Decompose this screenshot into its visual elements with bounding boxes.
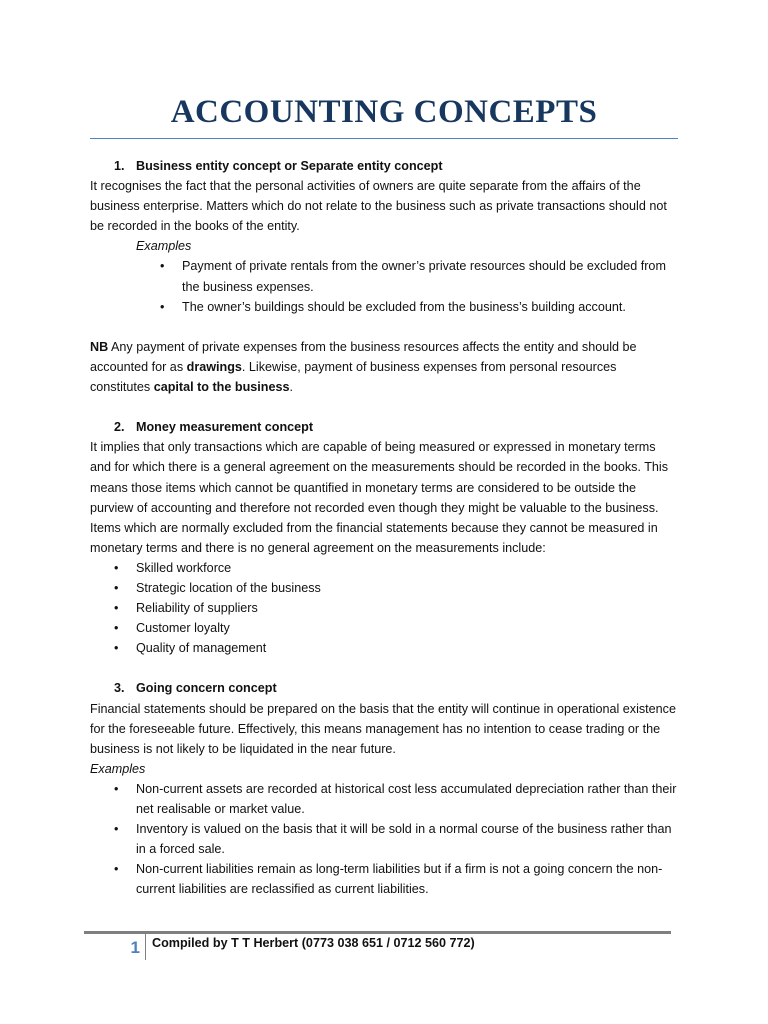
bullet-icon: • [160,259,165,274]
spacer [90,317,680,337]
section-paragraph: It recognises the fact that the personal activities of owners are quite separate from the affairs of the business enterprise. Matters which do not relate to the business such as private transactions should not be recorded in the books of the entity. [90,179,667,234]
section-title: Going concern concept [136,681,277,696]
nb-text: . Likewise, payment of business expenses from personal resources constitutes [90,359,617,395]
nb-bold-term: capital to the business [153,380,290,395]
section-title: Business entity concept or Separate entity concept [136,159,443,173]
examples-list [90,256,680,316]
list-item-text: Non-current assets are recorded at historical cost less accumulated depreciation rather than their net realisable or market value. [136,781,677,816]
list-item-text: Reliability of suppliers [136,601,258,616]
bullet-icon: • [114,580,119,595]
list-item [90,859,680,899]
list-item [90,598,680,618]
spacer [90,658,680,678]
excluded-items-list [90,558,680,658]
list-item-text: Inventory is valued on the basis that it will be sold in a normal course of the business rather than in a forced sale. [136,822,672,857]
list-item-text: Skilled workforce [136,560,232,575]
list-item [90,618,680,638]
nb-bold-term: drawings [186,359,242,374]
examples-label: Examples [136,239,192,254]
bullet-icon: • [114,822,119,837]
list-item-text: The owner’s buildings should be excluded from the business’s building account. [182,299,626,314]
spacer [90,397,680,417]
footer-credit: Compiled by T T Herbert (0773 038 651 / 0712 560 772) [152,936,475,950]
list-item-text: Strategic location of the business [136,580,321,595]
bullet-icon: • [114,560,119,575]
section-title: Money measurement concept [136,420,314,435]
list-item [90,578,680,598]
footer-vertical-divider [145,934,146,960]
page-title: ACCOUNTING CONCEPTS [170,94,598,130]
nb-paragraph [90,337,680,397]
examples-label: Examples [90,761,146,776]
list-item [90,297,680,317]
list-item-text: Quality of management [136,641,267,656]
nb-text: Any payment of private expenses from the business resources affects the entity and should be accounted for as [90,339,637,374]
section-number: 2. [114,420,125,435]
bullet-icon: • [114,862,119,877]
section-heading [90,678,680,698]
bullet-icon: • [114,601,119,616]
page-number: 1 [130,938,140,957]
section-paragraph: It implies that only transactions which are capable of being measured or expressed in monetary terms and for which there is a general agreement on the measurements should be recorded in the books. This means those items which cannot be quantified in monetary terms are considered to be outside the purview of accounting and therefore not recorded even though they might be valuable to the business. Items which are normally excluded from the financial statements because they cannot be measured in monetary terms and there is no general agreement on the measurements include: [90,440,669,555]
section-heading [90,417,680,437]
bullet-icon: • [160,299,165,314]
list-item-text: Non-current liabilities remain as long-term liabilities but if a firm is not a going concern the non-current liabilities are reclassified as current liabilities. [136,862,663,897]
title-divider [90,138,678,139]
list-item [90,819,680,859]
section-number: 3. [114,681,125,696]
bullet-icon: • [114,781,119,796]
footer-divider [84,931,671,934]
section-number: 1. [114,159,125,173]
document-body [90,156,680,899]
list-item [90,256,680,296]
bullet-icon: • [114,621,119,636]
list-item-text: Customer loyalty [136,621,230,636]
list-item [90,558,680,578]
examples-list [90,779,680,900]
nb-label: NB [90,339,109,354]
bullet-icon: • [114,641,119,656]
section-paragraph: Financial statements should be prepared on the basis that the entity will continue in operational existence for the foreseeable future. Effectively, this means management has no intention to cease trading or the business is not likely to be liquidated in the near future. [90,701,676,756]
list-item [90,638,680,658]
nb-text: . [289,380,293,395]
list-item-text: Payment of private rentals from the owner’s private resources should be excluded from the business expenses. [182,259,666,294]
list-item [90,779,680,819]
section-heading [90,156,680,176]
